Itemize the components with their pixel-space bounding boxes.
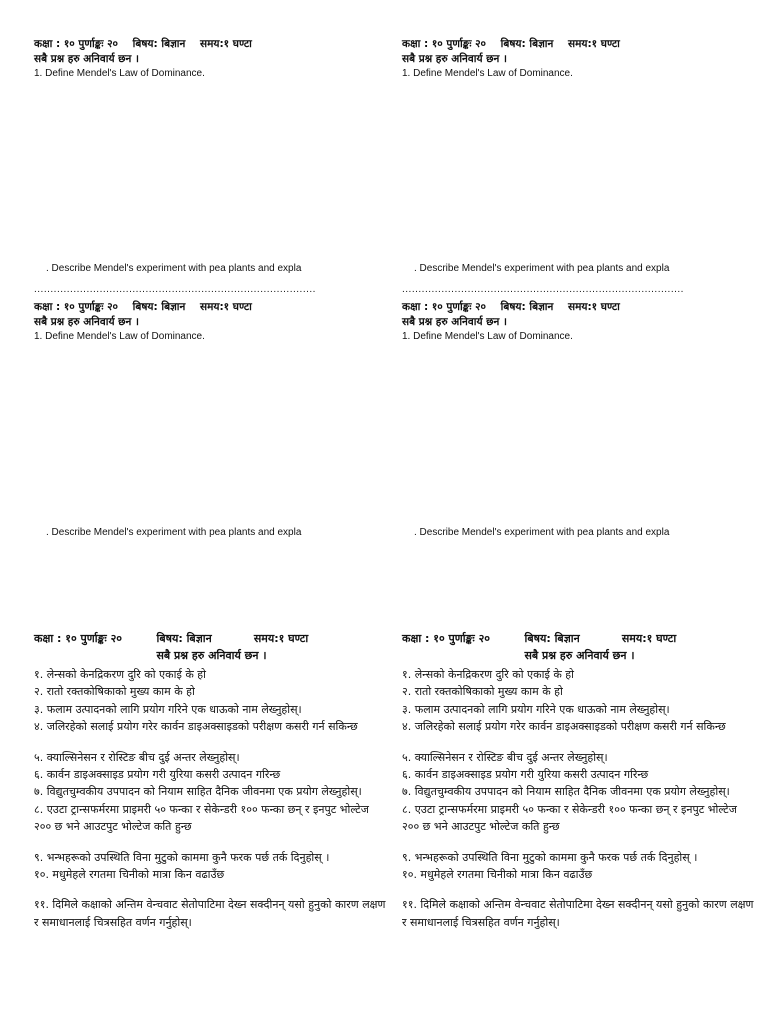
- question-item: २. रातो रक्तकोषिकाको मुख्य काम के हो: [402, 685, 563, 699]
- slip-instruction: सबै प्रश्न हरु अनिवार्य छन ।: [34, 53, 140, 65]
- question-item: ७. विद्युतचुम्वकीय उपपादन को नियाम साहित दैनिक जीवनमा एक प्रयोग लेख्नुहोस्।: [402, 785, 730, 799]
- slip-header: कक्षा : १० पुर्णाङ्कः २० बिषय: बिज्ञान समय:१ घण्टा: [402, 38, 620, 50]
- slip-question-1: 1. Define Mendel's Law of Dominance.: [402, 331, 573, 342]
- slip-instruction: सबै प्रश्न हरु अनिवार्य छन ।: [402, 53, 508, 65]
- sheet-header: कक्षा : १० पुर्णाङ्कः २० बिषय: बिज्ञान समय:१ घण्टा: [34, 632, 309, 645]
- dotted-divider: ......................................................................................: [34, 284, 316, 295]
- question-item: ४. जलिरहेको सलाई प्रयोग गरेर कार्वन डाइअक्साइडको परीक्षण कसरी गर्न सकिन्छ: [402, 720, 726, 734]
- question-sheet-left: [34, 630, 389, 931]
- question-item: ८. एउटा ट्रान्सफर्मरमा प्राइमरी ५० फन्का र सेकेन्डरी १०० फन्का छन् र इनपुट भोल्टेज २०० छ भने आउटपुट भोल्टेज कति हुन्छ: [402, 802, 737, 834]
- sheet-instruction: सबै प्रश्न हरु अनिवार्य छन ।: [524, 649, 635, 662]
- question-item: ३. फलाम उत्पादनको लागि प्रयोग गरिने एक धाऊको नाम लेख्नुहोस्।: [402, 702, 670, 716]
- question-item: ५. क्याल्सिनेसन र रोस्टिङ बीच दुई अन्तर लेख्नुहोस्।: [34, 750, 240, 764]
- question-item: ६. कार्वन डाइअक्साइड प्रयोग गरी युरिया कसरी उत्पादन गरिन्छ: [402, 768, 649, 782]
- slip-question-1: 1. Define Mendel's Law of Dominance.: [34, 331, 205, 342]
- question-item: २. रातो रक्तकोषिकाको मुख्य काम के हो: [34, 685, 195, 699]
- question-item: ७. विद्युतचुम्वकीय उपपादन को नियाम साहित दैनिक जीवनमा एक प्रयोग लेख्नुहोस्।: [34, 785, 362, 799]
- question-list: [34, 666, 389, 931]
- question-sheet-right: [402, 630, 757, 931]
- slip-question-2: . Describe Mendel's experiment with pea plants and expla: [414, 527, 670, 538]
- quiz-slip-top-right: [402, 37, 742, 80]
- question-item: ९. भन्भहरूको उपस्थिति विना मुटुको काममा कुनै फरक पर्छ तर्क दिनुहोस् ।: [402, 850, 698, 864]
- question-item: ५. क्याल्सिनेसन र रोस्टिङ बीच दुई अन्तर लेख्नुहोस्।: [402, 750, 608, 764]
- sheet-header: कक्षा : १० पुर्णाङ्कः २० बिषय: बिज्ञान समय:१ घण्टा: [402, 632, 677, 645]
- question-list: [402, 666, 757, 931]
- quiz-slip-top-left: [34, 37, 374, 80]
- slip-instruction: सबै प्रश्न हरु अनिवार्य छन ।: [34, 316, 140, 328]
- question-item: ४. जलिरहेको सलाई प्रयोग गरेर कार्वन डाइअक्साइडको परीक्षण कसरी गर्न सकिन्छ: [34, 720, 358, 734]
- slip-question-2: . Describe Mendel's experiment with pea plants and expla: [46, 527, 302, 538]
- question-item: १. लेन्सको केनद्रिकरण दुरि को एकाई के हो: [34, 668, 206, 681]
- slip-question-1: 1. Define Mendel's Law of Dominance.: [34, 68, 205, 79]
- quiz-slip-middle-left: [34, 300, 374, 343]
- slip-question-2: . Describe Mendel's experiment with pea plants and expla: [414, 263, 670, 274]
- question-item: ११. दिमिले कक्षाको अन्तिम वेन्चवाट सेतोपाटिमा देख्न सक्दीनन् यसो हुनुको कारण लक्षण र समाधानलाई चित्रसहित वर्णन गर्नुहोस्।: [402, 898, 754, 929]
- slip-header: कक्षा : १० पुर्णाङ्कः २० बिषय: बिज्ञान समय:१ घण्टा: [402, 301, 620, 313]
- slip-question-1: 1. Define Mendel's Law of Dominance.: [402, 68, 573, 79]
- question-item: ६. कार्वन डाइअक्साइड प्रयोग गरी युरिया कसरी उत्पादन गरिन्छ: [34, 768, 281, 782]
- slip-header: कक्षा : १० पुर्णाङ्कः २० बिषय: बिज्ञान समय:१ घण्टा: [34, 38, 252, 50]
- question-item: १०. मधुमेहले रगतमा चिनीको मात्रा किन वढाउँछ: [402, 868, 593, 882]
- quiz-slip-middle-right: [402, 300, 742, 343]
- slip-header: कक्षा : १० पुर्णाङ्कः २० बिषय: बिज्ञान समय:१ घण्टा: [34, 301, 252, 313]
- question-item: ८. एउटा ट्रान्सफर्मरमा प्राइमरी ५० फन्का र सेकेन्डरी १०० फन्का छन् र इनपुट भोल्टेज २०० छ भने आउटपुट भोल्टेज कति हुन्छ: [34, 802, 369, 834]
- question-item: ९. भन्भहरूको उपस्थिति विना मुटुको काममा कुनै फरक पर्छ तर्क दिनुहोस् ।: [34, 850, 330, 864]
- slip-instruction: सबै प्रश्न हरु अनिवार्य छन ।: [402, 316, 508, 328]
- slip-question-2: . Describe Mendel's experiment with pea plants and expla: [46, 263, 302, 274]
- dotted-divider: ......................................................................................: [402, 284, 684, 295]
- question-item: ११. दिमिले कक्षाको अन्तिम वेन्चवाट सेतोपाटिमा देख्न सक्दीनन् यसो हुनुको कारण लक्षण र समाधानलाई चित्रसहित वर्णन गर्नुहोस्।: [34, 898, 386, 929]
- question-item: ३. फलाम उत्पादनको लागि प्रयोग गरिने एक धाऊको नाम लेख्नुहोस्।: [34, 702, 302, 716]
- question-item: १०. मधुमेहले रगतमा चिनीको मात्रा किन वढाउँछ: [34, 868, 225, 882]
- sheet-instruction: सबै प्रश्न हरु अनिवार्य छन ।: [156, 649, 267, 662]
- question-item: १. लेन्सको केनद्रिकरण दुरि को एकाई के हो: [402, 668, 574, 681]
